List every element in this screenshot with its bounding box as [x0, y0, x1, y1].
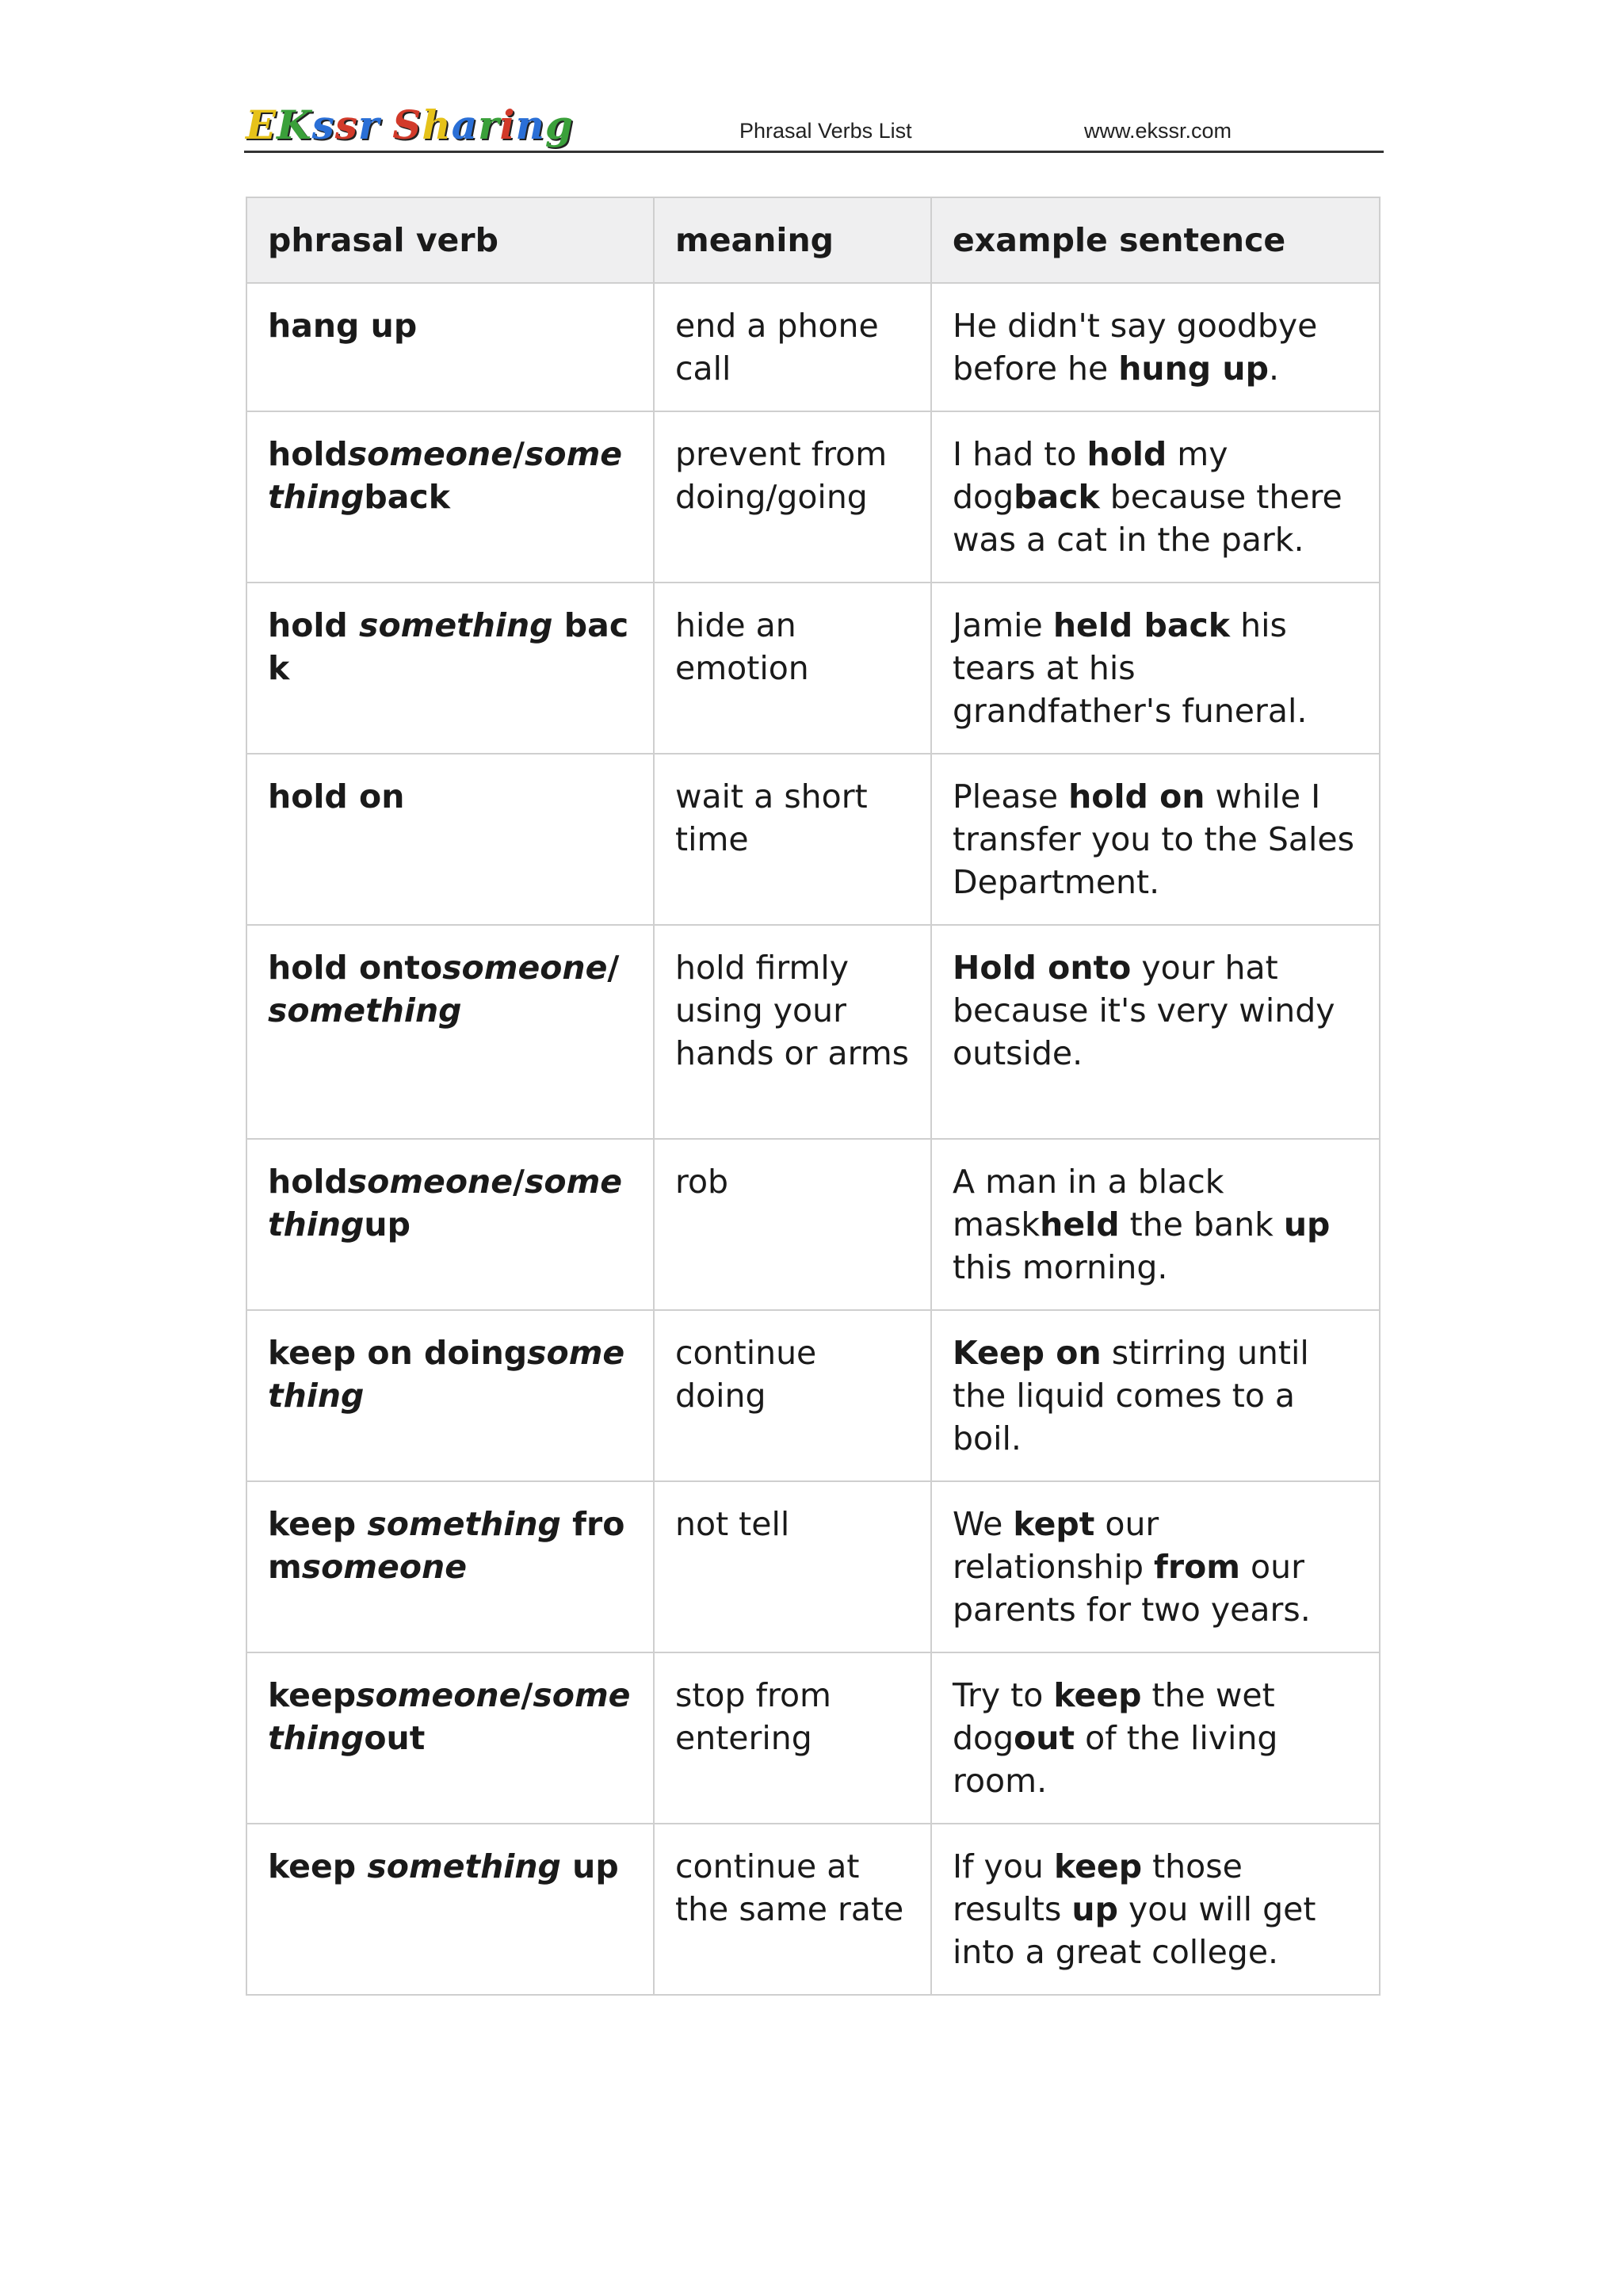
logo-letter: h — [422, 101, 452, 148]
text-run: someone — [301, 1548, 467, 1586]
text-run: those results — [953, 1847, 1243, 1928]
text-run: hold — [1086, 435, 1167, 473]
text-run: kept — [1013, 1505, 1095, 1543]
example-sentence-cell — [931, 1139, 1380, 1310]
text-run: something — [367, 1847, 561, 1885]
logo-letter: K — [277, 101, 312, 148]
text-run: held back — [1052, 606, 1231, 644]
text-run: Please — [953, 777, 1069, 816]
text-run: something — [268, 1334, 625, 1415]
text-run: something — [268, 1676, 631, 1757]
text-run: I had to — [953, 435, 1087, 473]
table-row — [246, 1824, 1380, 1995]
text-run: back — [268, 606, 629, 687]
example-sentence-cell — [931, 583, 1380, 754]
text-run: Jamie — [953, 606, 1053, 644]
text-run: hang up — [268, 307, 418, 345]
text-run: someone — [347, 1163, 514, 1201]
logo-letter: S — [392, 101, 422, 148]
text-run: while I transfer you to the Sales Department. — [953, 777, 1354, 901]
text-run: A man in a black mask — [953, 1163, 1224, 1244]
text-run: our relationship — [953, 1505, 1159, 1586]
example-sentence-cell — [931, 1824, 1380, 1995]
text-run: held — [1040, 1205, 1120, 1244]
logo-letter: n — [515, 101, 545, 148]
table-row — [246, 1481, 1380, 1652]
column-header-meaning: meaning — [654, 197, 931, 283]
phrasal-verb-cell — [246, 925, 654, 1139]
text-run: hold on — [1068, 777, 1205, 816]
text-run: something — [268, 1163, 623, 1244]
text-run: something — [359, 606, 553, 644]
example-sentence-cell — [931, 1481, 1380, 1652]
logo-letter: g — [544, 101, 574, 148]
text-run: something — [268, 991, 462, 1030]
text-run: Try to — [953, 1676, 1054, 1714]
table-row — [246, 1139, 1380, 1310]
logo-letter: s — [311, 101, 335, 148]
text-run: . — [1268, 350, 1280, 388]
meaning-cell: continue at the same rate — [654, 1824, 931, 1995]
logo-letter: r — [357, 101, 380, 148]
phrasal-verb-cell — [246, 1824, 654, 1995]
example-sentence-cell — [931, 283, 1380, 411]
text-run: up — [560, 1847, 619, 1885]
text-run: of the living room. — [953, 1719, 1278, 1800]
example-sentence-cell — [931, 1310, 1380, 1481]
text-run: We — [953, 1505, 1014, 1543]
example-sentence-cell — [931, 754, 1380, 925]
text-run: someone — [356, 1676, 521, 1714]
text-run: up — [1283, 1205, 1331, 1244]
phrasal-verb-cell — [246, 283, 654, 411]
text-run: keep on doing — [268, 1334, 528, 1372]
meaning-cell: continue doing — [654, 1310, 931, 1481]
text-run: / — [521, 1676, 533, 1714]
text-run: someone — [442, 949, 608, 987]
text-run: our parents for two years. — [953, 1548, 1311, 1629]
text-run: back — [364, 478, 450, 516]
site-url: www.ekssr.com — [1084, 119, 1232, 143]
text-run: because there was a cat in the park. — [953, 478, 1342, 559]
text-run: Hold onto — [953, 949, 1132, 987]
phrasal-verb-cell — [246, 1310, 654, 1481]
phrasal-verb-cell — [246, 1652, 654, 1824]
text-run: keep — [268, 1505, 368, 1543]
table-row — [246, 411, 1380, 583]
text-run: the wet dog — [953, 1676, 1275, 1757]
meaning-cell: hold firmly using your hands or arms — [654, 925, 931, 1139]
text-run: hung up — [1118, 350, 1269, 388]
logo-letter: a — [451, 101, 479, 148]
page-header — [244, 94, 1384, 153]
table-row — [246, 283, 1380, 411]
text-run: up — [364, 1205, 411, 1244]
meaning-cell: end a phone call — [654, 283, 931, 411]
table-row — [246, 925, 1380, 1139]
meaning-cell: prevent from doing/going — [654, 411, 931, 583]
text-run: this morning. — [953, 1248, 1168, 1286]
text-run: hold onto — [268, 949, 443, 987]
table-row — [246, 1652, 1380, 1824]
text-run: your hat because it's very windy outside. — [953, 949, 1335, 1072]
meaning-cell: not tell — [654, 1481, 931, 1652]
document-title: Phrasal Verbs List — [739, 119, 912, 143]
text-run: something — [268, 435, 623, 516]
column-header-example-sentence: example sentence — [931, 197, 1380, 283]
text-run: my dog — [953, 435, 1228, 516]
phrasal-verb-cell — [246, 1481, 654, 1652]
text-run: / — [513, 1163, 525, 1201]
text-run: hold — [268, 1163, 348, 1201]
example-sentence-cell — [931, 1652, 1380, 1824]
text-run: back — [1014, 478, 1100, 516]
text-run: you will get into a great college. — [953, 1890, 1316, 1971]
text-run: up — [1071, 1890, 1118, 1928]
logo-letter: r — [478, 101, 500, 148]
text-run: hold — [268, 606, 360, 644]
text-run: the bank — [1119, 1205, 1284, 1244]
text-run: If you — [953, 1847, 1054, 1885]
logo-letter: E — [246, 101, 277, 148]
ekssr-logo — [246, 101, 574, 152]
column-header-phrasal-verb: phrasal verb — [246, 197, 654, 283]
phrasal-verb-cell — [246, 1139, 654, 1310]
text-run: keep — [268, 1847, 368, 1885]
meaning-cell: hide an emotion — [654, 583, 931, 754]
meaning-cell: stop from entering — [654, 1652, 931, 1824]
text-run: / — [513, 435, 525, 473]
text-run: out — [364, 1719, 426, 1757]
phrasal-verb-cell — [246, 754, 654, 925]
example-sentence-cell — [931, 925, 1380, 1139]
text-run: something — [367, 1505, 561, 1543]
table-row — [246, 754, 1380, 925]
text-run: hold on — [268, 777, 405, 816]
logo-letter: i — [499, 101, 516, 148]
meaning-cell: rob — [654, 1139, 931, 1310]
table-row — [246, 1310, 1380, 1481]
table-body — [246, 283, 1380, 1995]
text-run: someone — [347, 435, 514, 473]
text-run: out — [1014, 1719, 1075, 1757]
phrasal-verb-cell — [246, 583, 654, 754]
text-run: hold — [268, 435, 348, 473]
text-run: his tears at his grandfather's funeral. — [953, 606, 1308, 730]
text-run: from — [1154, 1548, 1240, 1586]
example-sentence-cell — [931, 411, 1380, 583]
text-run: / — [607, 949, 620, 987]
text-run: He didn't say goodbye before he — [953, 307, 1318, 388]
text-run: stirring until the liquid comes to a boil. — [953, 1334, 1309, 1457]
text-run: keep — [268, 1676, 357, 1714]
logo-letter: s — [334, 101, 358, 148]
text-run: keep — [1053, 1676, 1142, 1714]
text-run: from — [268, 1505, 625, 1586]
text-run: keep — [1053, 1847, 1143, 1885]
meaning-cell: wait a short time — [654, 754, 931, 925]
table-row — [246, 583, 1380, 754]
phrasal-verb-cell — [246, 411, 654, 583]
table-header-row — [246, 197, 1380, 283]
text-run: Keep on — [953, 1334, 1102, 1372]
phrasal-verbs-table — [246, 197, 1381, 1996]
